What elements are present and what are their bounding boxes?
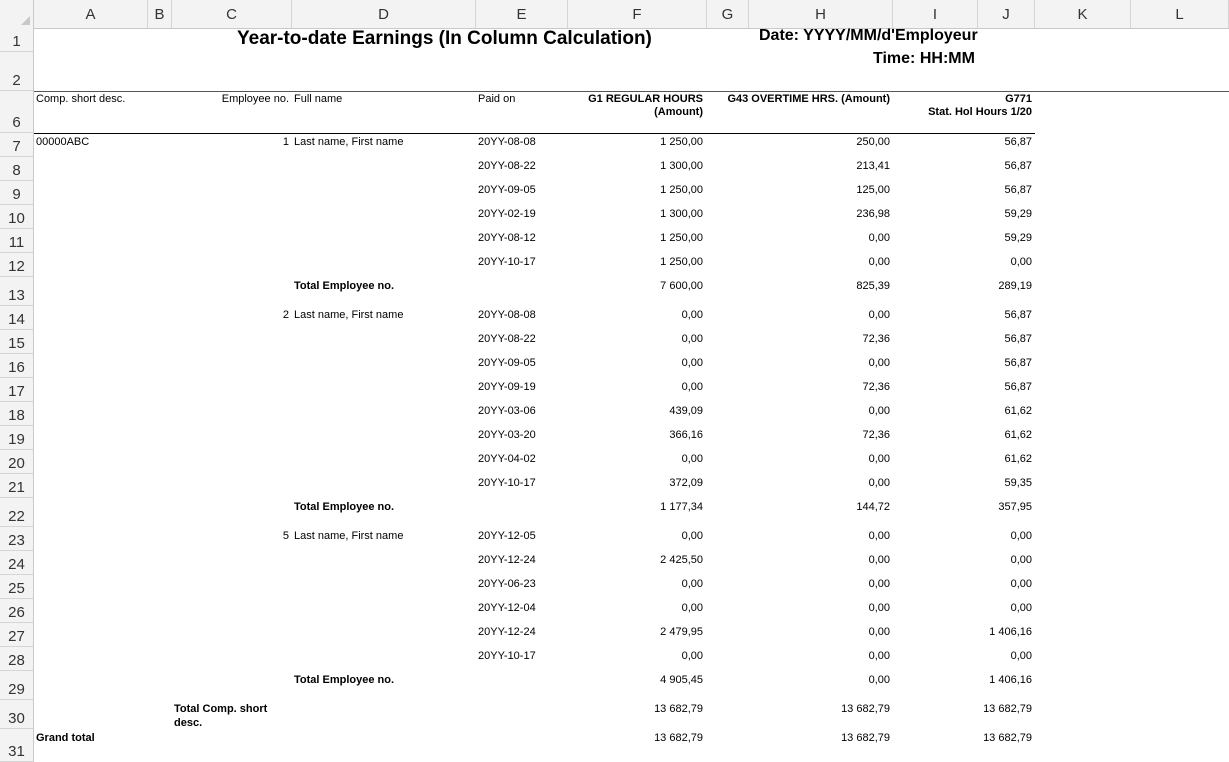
g43-cell: 213,41 [856, 160, 890, 172]
column-header-i[interactable]: I [893, 0, 978, 28]
g771-cell: 56,87 [1004, 333, 1032, 345]
paid-on-cell: 20YY-08-12 [478, 232, 536, 244]
paid-on-cell: 20YY-09-05 [478, 357, 536, 369]
g1-cell: 0,00 [681, 333, 703, 345]
g771-cell: 59,29 [1004, 232, 1032, 244]
g1-cell: 1 250,00 [660, 184, 703, 196]
column-header-bar [0, 0, 1229, 29]
row-header[interactable]: 17 [0, 378, 33, 402]
g1-cell: 2 425,50 [660, 554, 703, 566]
g43-cell: 0,00 [868, 309, 890, 321]
g1-cell: 1 250,00 [660, 256, 703, 268]
column-header-a[interactable]: A [34, 0, 148, 28]
g43-cell: 0,00 [868, 357, 890, 369]
row-header[interactable]: 19 [0, 426, 33, 450]
employee-no: 2 [282, 309, 289, 321]
column-header-g[interactable]: G [707, 0, 749, 28]
g771-cell: 56,87 [1004, 136, 1032, 148]
row-header[interactable]: 14 [0, 306, 33, 330]
row-header[interactable]: 21 [0, 474, 33, 498]
g771-cell: 61,62 [1004, 453, 1032, 465]
g43-cell: 0,00 [868, 626, 890, 638]
g43-total: 144,72 [856, 501, 890, 513]
g771-cell: 59,29 [1004, 208, 1032, 220]
row-header[interactable]: 2 [0, 52, 33, 91]
column-header-l[interactable]: L [1131, 0, 1229, 28]
g771-cell: 0,00 [1010, 602, 1032, 614]
row-header[interactable]: 11 [0, 229, 33, 253]
g771-cell: 56,87 [1004, 381, 1032, 393]
row-header-bar [0, 28, 34, 762]
g771-cell: 56,87 [1004, 357, 1032, 369]
row-header[interactable]: 16 [0, 354, 33, 378]
row-header[interactable]: 8 [0, 157, 33, 181]
g43-total: 825,39 [856, 280, 890, 292]
g43-cell: 72,36 [862, 381, 890, 393]
g43-cell: 0,00 [868, 453, 890, 465]
row-header[interactable]: 25 [0, 575, 33, 599]
row-header[interactable]: 23 [0, 527, 33, 551]
g1-cell: 439,09 [669, 405, 703, 417]
paid-on-cell: 20YY-09-05 [478, 184, 536, 196]
paid-on-cell: 20YY-12-24 [478, 554, 536, 566]
g1-cell: 2 479,95 [660, 626, 703, 638]
g771-cell: 61,62 [1004, 429, 1032, 441]
g1-cell: 1 300,00 [660, 160, 703, 172]
header-g771-line1: G771 [1005, 93, 1032, 105]
paid-on-cell: 20YY-03-20 [478, 429, 536, 441]
row-header[interactable]: 7 [0, 133, 33, 157]
g43-comp-total: 13 682,79 [841, 703, 890, 715]
select-all-corner[interactable] [0, 0, 34, 28]
select-all-triangle-icon [21, 16, 30, 25]
row-header[interactable]: 10 [0, 205, 33, 229]
total-employee-label: Total Employee no. [294, 674, 395, 686]
g43-cell: 0,00 [868, 554, 890, 566]
paid-on-cell: 20YY-12-24 [478, 626, 536, 638]
row-header[interactable]: 1 [0, 28, 33, 52]
header-g771-line2: Stat. Hol Hours 1/20 [928, 106, 1032, 118]
row-header[interactable]: 9 [0, 181, 33, 205]
row-header[interactable]: 20 [0, 450, 33, 474]
row-header[interactable]: 13 [0, 277, 33, 306]
g1-cell: 0,00 [681, 381, 703, 393]
g771-cell: 0,00 [1010, 578, 1032, 590]
g1-total: 1 177,34 [660, 501, 703, 513]
g771-cell: 56,87 [1004, 184, 1032, 196]
g43-cell: 0,00 [868, 477, 890, 489]
g1-cell: 372,09 [669, 477, 703, 489]
row-header[interactable]: 26 [0, 599, 33, 623]
g43-cell: 236,98 [856, 208, 890, 220]
row-header[interactable]: 28 [0, 647, 33, 671]
g43-cell: 125,00 [856, 184, 890, 196]
g1-cell: 0,00 [681, 309, 703, 321]
row-header[interactable]: 15 [0, 330, 33, 354]
header-paid-on: Paid on [478, 93, 516, 105]
g771-cell: 56,87 [1004, 160, 1032, 172]
g1-cell: 1 250,00 [660, 232, 703, 244]
g771-cell: 56,87 [1004, 309, 1032, 321]
paid-on-cell: 20YY-06-23 [478, 578, 536, 590]
column-header-f[interactable]: F [568, 0, 707, 28]
paid-on-cell: 20YY-08-08 [478, 309, 536, 321]
column-header-j[interactable]: J [978, 0, 1035, 28]
row-header[interactable]: 12 [0, 253, 33, 277]
row-header[interactable]: 24 [0, 551, 33, 575]
g771-cell: 0,00 [1010, 650, 1032, 662]
g771-total: 1 406,16 [989, 674, 1032, 686]
g1-cell: 1 300,00 [660, 208, 703, 220]
paid-on-cell: 20YY-08-22 [478, 160, 536, 172]
g1-total: 7 600,00 [660, 280, 703, 292]
column-header-b[interactable]: B [148, 0, 172, 28]
row-header[interactable]: 31 [0, 729, 33, 762]
g771-cell: 1 406,16 [989, 626, 1032, 638]
g43-total: 0,00 [868, 674, 890, 686]
header-employee-no: Employee no. [221, 93, 289, 105]
paid-on-cell: 20YY-12-04 [478, 602, 536, 614]
g43-cell: 0,00 [868, 232, 890, 244]
paid-on-cell: 20YY-09-19 [478, 381, 536, 393]
report-title: Year-to-date Earnings (In Column Calculation) [237, 28, 652, 49]
g43-cell: 250,00 [856, 136, 890, 148]
g1-cell: 0,00 [681, 650, 703, 662]
g1-cell: 0,00 [681, 578, 703, 590]
header-top-border [34, 91, 1229, 92]
g1-cell: 0,00 [681, 530, 703, 542]
grand-total-label: Grand total [36, 732, 95, 744]
g43-grand-total: 13 682,79 [841, 732, 890, 744]
paid-on-cell: 20YY-03-06 [478, 405, 536, 417]
g1-comp-total: 13 682,79 [654, 703, 703, 715]
row-header[interactable]: 6 [0, 91, 33, 133]
g771-cell: 59,35 [1004, 477, 1032, 489]
header-g1-line2: (Amount) [654, 106, 703, 118]
employee-no: 1 [282, 136, 289, 148]
paid-on-cell: 20YY-10-17 [478, 477, 536, 489]
g1-cell: 0,00 [681, 602, 703, 614]
g771-cell: 0,00 [1010, 530, 1032, 542]
column-header-e[interactable]: E [476, 0, 568, 28]
g43-cell: 0,00 [868, 602, 890, 614]
row-header[interactable]: 18 [0, 402, 33, 426]
paid-on-cell: 20YY-08-22 [478, 333, 536, 345]
g771-cell: 0,00 [1010, 554, 1032, 566]
total-employee-label: Total Employee no. [294, 501, 395, 513]
employee-name: Last name, First name [294, 530, 404, 542]
g43-cell: 0,00 [868, 256, 890, 268]
g1-grand-total: 13 682,79 [654, 732, 703, 744]
paid-on-cell: 20YY-10-17 [478, 650, 536, 662]
g43-cell: 72,36 [862, 429, 890, 441]
g771-comp-total: 13 682,79 [983, 703, 1032, 715]
row-header[interactable]: 27 [0, 623, 33, 647]
column-header-c[interactable]: C [172, 0, 292, 28]
header-g1-line1: G1 REGULAR HOURS [588, 93, 703, 105]
column-header-k[interactable]: K [1035, 0, 1131, 28]
g43-cell: 0,00 [868, 578, 890, 590]
row-header[interactable]: 22 [0, 498, 33, 527]
paid-on-cell: 20YY-04-02 [478, 453, 536, 465]
column-header-h[interactable]: H [749, 0, 893, 28]
company-code: 00000ABC [36, 136, 90, 148]
paid-on-cell: 20YY-10-17 [478, 256, 536, 268]
g771-total: 289,19 [998, 280, 1032, 292]
total-employee-label: Total Employee no. [294, 280, 395, 292]
column-header-d[interactable]: D [292, 0, 476, 28]
paid-on-cell: 20YY-08-08 [478, 136, 536, 148]
g771-total: 357,95 [998, 501, 1032, 513]
header-bottom-border [34, 133, 1035, 134]
header-full-name: Full name [294, 93, 343, 105]
g1-cell: 0,00 [681, 357, 703, 369]
total-comp-label-line1: Total Comp. short [174, 703, 268, 715]
total-comp-label-line2: desc. [174, 717, 203, 729]
g1-total: 4 905,45 [660, 674, 703, 686]
header-g43: G43 OVERTIME HRS. (Amount) [727, 93, 890, 105]
g771-cell: 0,00 [1010, 256, 1032, 268]
g1-cell: 366,16 [669, 429, 703, 441]
row-header[interactable]: 29 [0, 671, 33, 700]
g1-cell: 0,00 [681, 453, 703, 465]
g43-cell: 0,00 [868, 650, 890, 662]
row-header[interactable]: 30 [0, 700, 33, 729]
paid-on-cell: 20YY-02-19 [478, 208, 536, 220]
g771-cell: 61,62 [1004, 405, 1032, 417]
employee-name: Last name, First name [294, 136, 404, 148]
employee-name: Last name, First name [294, 309, 404, 321]
employee-no: 5 [282, 530, 289, 542]
header-comp-short-desc: Comp. short desc. [36, 93, 126, 105]
g771-grand-total: 13 682,79 [983, 732, 1032, 744]
report-time: Time: HH:MM [873, 50, 975, 67]
g1-cell: 1 250,00 [660, 136, 703, 148]
paid-on-cell: 20YY-12-05 [478, 530, 536, 542]
g43-cell: 72,36 [862, 333, 890, 345]
g43-cell: 0,00 [868, 530, 890, 542]
g43-cell: 0,00 [868, 405, 890, 417]
report-date: Date: YYYY/MM/d'Employeur [759, 27, 978, 44]
